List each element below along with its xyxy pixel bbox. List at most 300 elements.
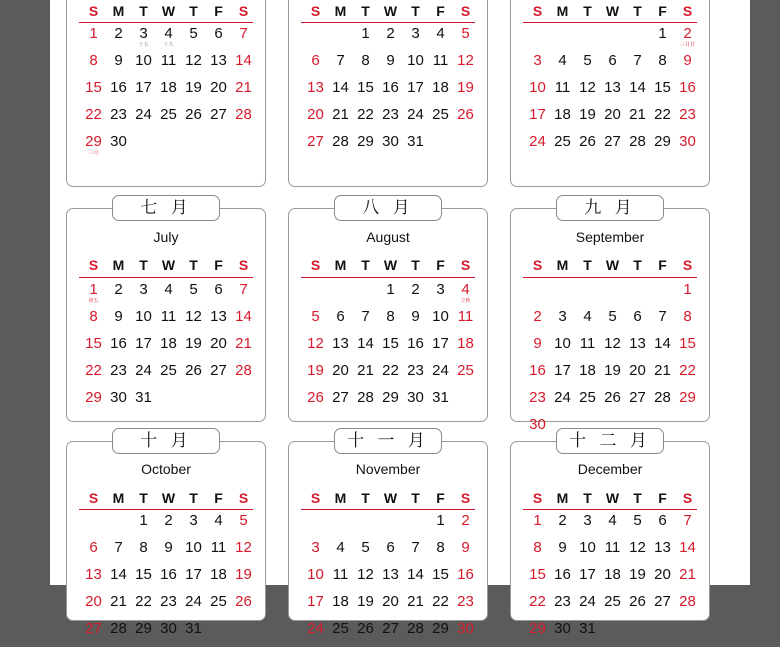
day-cell[interactable] (600, 79, 625, 106)
day-cell[interactable] (403, 281, 428, 308)
day-cell[interactable] (131, 566, 156, 593)
day-cell[interactable] (378, 79, 403, 106)
day-cell[interactable] (81, 335, 106, 362)
day-cell[interactable] (575, 512, 600, 539)
day-cell[interactable] (600, 362, 625, 389)
day-cell[interactable] (428, 106, 453, 133)
day-cell[interactable] (303, 389, 328, 416)
day-cell[interactable] (156, 52, 181, 79)
day-cell[interactable] (428, 620, 453, 647)
day-cell[interactable] (403, 362, 428, 389)
day-cell[interactable] (81, 52, 106, 79)
day-cell[interactable] (625, 335, 650, 362)
day-cell[interactable] (231, 335, 256, 362)
day-cell[interactable] (650, 539, 675, 566)
day-cell[interactable] (625, 79, 650, 106)
day-cell[interactable] (231, 593, 256, 620)
day-cell[interactable] (206, 281, 231, 308)
day-cell[interactable] (303, 106, 328, 133)
day-cell[interactable] (650, 335, 675, 362)
day-cell[interactable] (625, 106, 650, 133)
day-cell[interactable] (625, 593, 650, 620)
day-cell[interactable] (600, 308, 625, 335)
day-cell[interactable] (378, 389, 403, 416)
weekday-label: T (583, 3, 592, 19)
day-cell[interactable] (575, 335, 600, 362)
day-cell[interactable] (600, 566, 625, 593)
day-cell[interactable] (550, 52, 575, 79)
day-cell[interactable] (328, 362, 353, 389)
day-cell[interactable] (525, 52, 550, 79)
day-cell[interactable] (303, 308, 328, 335)
day-cell[interactable] (181, 52, 206, 79)
day-cell[interactable] (328, 308, 353, 335)
day-cell[interactable] (131, 308, 156, 335)
day-cell[interactable] (131, 25, 156, 52)
day-cell[interactable] (181, 25, 206, 52)
day-cell[interactable] (575, 52, 600, 79)
day-cell[interactable] (625, 52, 650, 79)
day-cell[interactable] (625, 133, 650, 160)
day-cell[interactable] (81, 389, 106, 416)
day-cell[interactable] (81, 106, 106, 133)
day-cell[interactable] (231, 566, 256, 593)
day-cell[interactable] (378, 362, 403, 389)
day-cell[interactable] (675, 106, 700, 133)
day-cell[interactable] (106, 79, 131, 106)
day-cell[interactable] (156, 281, 181, 308)
day-number: 18 (579, 362, 596, 379)
day-cell[interactable] (328, 539, 353, 566)
day-number: 9 (533, 335, 542, 352)
day-cell[interactable] (328, 593, 353, 620)
day-cell[interactable] (650, 52, 675, 79)
day-cell[interactable] (131, 620, 156, 647)
day-cell[interactable] (81, 281, 106, 308)
day-cell[interactable] (131, 106, 156, 133)
day-cell[interactable] (181, 566, 206, 593)
day-cell[interactable] (231, 281, 256, 308)
day-cell[interactable] (403, 389, 428, 416)
day-cell[interactable] (131, 52, 156, 79)
day-cell[interactable] (378, 281, 403, 308)
day-cell[interactable] (650, 362, 675, 389)
day-cell[interactable] (525, 539, 550, 566)
weekday-header (79, 257, 253, 275)
day-cell[interactable] (428, 566, 453, 593)
day-cell[interactable] (453, 308, 478, 335)
day-cell[interactable] (453, 512, 478, 539)
day-cell[interactable] (81, 566, 106, 593)
day-cell[interactable] (378, 593, 403, 620)
day-cell[interactable] (181, 539, 206, 566)
day-cell[interactable] (156, 25, 181, 52)
day-cell[interactable] (206, 539, 231, 566)
day-cell[interactable] (328, 79, 353, 106)
day-cell[interactable] (106, 566, 131, 593)
day-cell[interactable] (106, 389, 131, 416)
day-cell[interactable] (550, 566, 575, 593)
day-cell[interactable] (525, 389, 550, 416)
day-cell[interactable] (378, 52, 403, 79)
day-cell[interactable] (403, 133, 428, 160)
day-cell[interactable] (575, 133, 600, 160)
day-number: 24 (529, 133, 546, 150)
day-cell[interactable] (131, 362, 156, 389)
day-number: 20 (332, 362, 349, 379)
day-cell[interactable] (106, 52, 131, 79)
day-cell[interactable] (328, 620, 353, 647)
day-cell[interactable] (625, 389, 650, 416)
day-number: 28 (235, 362, 252, 379)
day-cell[interactable] (303, 362, 328, 389)
day-cell[interactable] (156, 106, 181, 133)
day-cell[interactable] (453, 25, 478, 52)
day-cell[interactable] (403, 593, 428, 620)
day-cell[interactable] (353, 389, 378, 416)
day-cell[interactable] (181, 79, 206, 106)
day-cell[interactable] (181, 362, 206, 389)
day-cell[interactable] (328, 106, 353, 133)
day-cell[interactable] (181, 593, 206, 620)
day-cell[interactable] (550, 308, 575, 335)
day-cell[interactable] (403, 79, 428, 106)
day-cell[interactable] (550, 512, 575, 539)
day-cell[interactable] (206, 593, 231, 620)
day-cell[interactable] (625, 512, 650, 539)
day-cell[interactable] (303, 593, 328, 620)
day-cell[interactable] (378, 106, 403, 133)
day-cell[interactable] (231, 362, 256, 389)
day-cell[interactable] (403, 566, 428, 593)
day-number: 6 (89, 539, 98, 556)
day-cell[interactable] (303, 539, 328, 566)
day-cell[interactable] (403, 335, 428, 362)
day-cell[interactable] (106, 335, 131, 362)
day-cell[interactable] (525, 620, 550, 647)
day-cell[interactable] (131, 512, 156, 539)
day-cell[interactable] (550, 389, 575, 416)
day-cell[interactable] (106, 308, 131, 335)
day-cell[interactable] (453, 281, 478, 308)
day-cell[interactable] (453, 362, 478, 389)
day-cell[interactable] (575, 389, 600, 416)
day-cell[interactable] (231, 308, 256, 335)
day-cell[interactable] (303, 566, 328, 593)
day-cell[interactable] (353, 79, 378, 106)
day-cell[interactable] (625, 566, 650, 593)
day-cell[interactable] (156, 620, 181, 647)
day-cell[interactable] (675, 335, 700, 362)
day-cell[interactable] (525, 416, 550, 443)
day-cell[interactable] (378, 620, 403, 647)
day-cell[interactable] (650, 133, 675, 160)
day-cell[interactable] (106, 25, 131, 52)
day-cell[interactable] (81, 79, 106, 106)
day-cell[interactable] (181, 106, 206, 133)
day-cell[interactable] (231, 25, 256, 52)
day-cell[interactable] (131, 593, 156, 620)
day-cell[interactable] (428, 593, 453, 620)
day-cell[interactable] (575, 79, 600, 106)
day-cell[interactable] (131, 281, 156, 308)
weekday-label: M (334, 257, 347, 273)
day-cell[interactable] (156, 308, 181, 335)
day-cell[interactable] (600, 389, 625, 416)
day-cell[interactable] (600, 52, 625, 79)
day-cell[interactable] (106, 593, 131, 620)
day-cell[interactable] (156, 539, 181, 566)
day-cell[interactable] (525, 106, 550, 133)
day-cell[interactable] (378, 566, 403, 593)
day-cell[interactable] (328, 133, 353, 160)
day-number: 7 (114, 539, 123, 556)
day-cell[interactable] (106, 106, 131, 133)
day-cell[interactable] (428, 308, 453, 335)
day-cell[interactable] (206, 25, 231, 52)
day-number: 28 (110, 620, 127, 637)
day-cell[interactable] (81, 620, 106, 647)
day-number: 9 (558, 539, 567, 556)
day-cell[interactable] (131, 539, 156, 566)
day-cell[interactable] (428, 362, 453, 389)
day-number: 27 (85, 620, 102, 637)
day-cell[interactable] (650, 79, 675, 106)
day-cell[interactable] (575, 106, 600, 133)
day-cell[interactable] (353, 52, 378, 79)
day-cell[interactable] (81, 25, 106, 52)
day-cell[interactable] (675, 593, 700, 620)
day-cell[interactable] (525, 566, 550, 593)
day-cell[interactable] (231, 539, 256, 566)
day-cell[interactable] (206, 566, 231, 593)
day-cell[interactable] (206, 106, 231, 133)
day-cell[interactable] (650, 389, 675, 416)
day-cell[interactable] (353, 620, 378, 647)
day-cell[interactable] (675, 389, 700, 416)
day-cell[interactable] (353, 566, 378, 593)
day-number: 7 (336, 52, 345, 69)
day-cell[interactable] (600, 106, 625, 133)
day-cell[interactable] (403, 539, 428, 566)
day-cell[interactable] (231, 512, 256, 539)
day-cell[interactable] (428, 79, 453, 106)
day-cell[interactable] (650, 512, 675, 539)
day-cell[interactable] (525, 593, 550, 620)
day-cell[interactable] (650, 308, 675, 335)
day-cell[interactable] (156, 362, 181, 389)
day-cell[interactable] (525, 362, 550, 389)
day-cell[interactable] (303, 620, 328, 647)
day-cell[interactable] (378, 308, 403, 335)
day-cell[interactable] (378, 335, 403, 362)
day-cell[interactable] (650, 593, 675, 620)
day-cell[interactable] (453, 620, 478, 647)
day-cell[interactable] (131, 79, 156, 106)
day-cell[interactable] (403, 106, 428, 133)
day-cell[interactable] (353, 362, 378, 389)
day-number: 26 (235, 593, 252, 610)
day-cell[interactable] (81, 362, 106, 389)
day-cell[interactable] (181, 335, 206, 362)
day-number: 26 (629, 593, 646, 610)
day-cell[interactable] (206, 79, 231, 106)
day-cell[interactable] (625, 308, 650, 335)
day-cell[interactable] (600, 335, 625, 362)
day-cell[interactable] (575, 308, 600, 335)
day-cell[interactable] (131, 335, 156, 362)
day-cell[interactable] (453, 566, 478, 593)
day-cell[interactable] (303, 335, 328, 362)
day-cell[interactable] (675, 362, 700, 389)
day-cell[interactable] (81, 133, 106, 160)
day-cell[interactable] (550, 106, 575, 133)
day-cell[interactable] (206, 308, 231, 335)
day-cell[interactable] (453, 335, 478, 362)
day-cell[interactable] (428, 25, 453, 52)
day-cell[interactable] (675, 25, 700, 52)
day-cell[interactable] (378, 25, 403, 52)
day-cell[interactable] (181, 512, 206, 539)
day-cell[interactable] (650, 25, 675, 52)
day-cell[interactable] (675, 566, 700, 593)
day-cell[interactable] (231, 106, 256, 133)
day-cell[interactable] (81, 593, 106, 620)
day-cell[interactable] (328, 389, 353, 416)
day-cell[interactable] (675, 512, 700, 539)
day-cell[interactable] (453, 52, 478, 79)
day-cell[interactable] (353, 539, 378, 566)
day-number: 17 (135, 335, 152, 352)
day-cell[interactable] (403, 52, 428, 79)
day-cell[interactable] (675, 539, 700, 566)
day-cell[interactable] (550, 133, 575, 160)
day-cell[interactable] (353, 308, 378, 335)
weekday-label: W (383, 257, 398, 273)
day-cell[interactable] (550, 593, 575, 620)
day-cell[interactable] (328, 335, 353, 362)
day-cell[interactable] (156, 335, 181, 362)
weekday-header (79, 3, 253, 21)
day-cell[interactable] (328, 566, 353, 593)
day-cell[interactable] (525, 512, 550, 539)
day-cell[interactable] (206, 362, 231, 389)
day-cell[interactable] (106, 539, 131, 566)
day-cell[interactable] (131, 389, 156, 416)
day-cell[interactable] (353, 593, 378, 620)
day-cell[interactable] (675, 281, 700, 308)
day-cell[interactable] (378, 539, 403, 566)
day-cell[interactable] (453, 79, 478, 106)
day-cell[interactable] (378, 133, 403, 160)
day-cell[interactable] (106, 362, 131, 389)
day-cell[interactable] (650, 566, 675, 593)
day-cell[interactable] (575, 539, 600, 566)
day-cell[interactable] (453, 539, 478, 566)
day-number: 30 (110, 133, 127, 150)
day-cell[interactable] (181, 620, 206, 647)
day-cell[interactable] (600, 593, 625, 620)
day-cell[interactable] (575, 620, 600, 647)
day-cell[interactable] (353, 25, 378, 52)
day-cell[interactable] (525, 79, 550, 106)
day-cell[interactable] (675, 79, 700, 106)
day-cell[interactable] (206, 52, 231, 79)
day-cell[interactable] (81, 308, 106, 335)
day-cell[interactable] (156, 566, 181, 593)
day-cell[interactable] (525, 133, 550, 160)
day-number: 25 (332, 620, 349, 637)
day-cell[interactable] (403, 308, 428, 335)
day-cell[interactable] (428, 389, 453, 416)
day-cell[interactable] (353, 106, 378, 133)
day-cell[interactable] (403, 25, 428, 52)
day-cell[interactable] (303, 52, 328, 79)
day-cell[interactable] (600, 539, 625, 566)
day-cell[interactable] (675, 133, 700, 160)
day-cell[interactable] (231, 52, 256, 79)
day-cell[interactable] (106, 620, 131, 647)
day-cell[interactable] (303, 79, 328, 106)
day-cell[interactable] (525, 308, 550, 335)
day-cell[interactable] (106, 133, 131, 160)
day-cell[interactable] (525, 335, 550, 362)
day-cell[interactable] (675, 52, 700, 79)
day-cell[interactable] (550, 79, 575, 106)
day-cell[interactable] (550, 539, 575, 566)
day-cell[interactable] (428, 335, 453, 362)
day-cell[interactable] (600, 133, 625, 160)
day-cell[interactable] (81, 539, 106, 566)
day-number: 3 (189, 512, 198, 529)
day-cell[interactable] (156, 512, 181, 539)
weekday-label: W (605, 257, 620, 273)
day-cell[interactable] (403, 620, 428, 647)
day-cell[interactable] (181, 281, 206, 308)
day-cell[interactable] (428, 512, 453, 539)
day-cell[interactable] (353, 133, 378, 160)
day-cell[interactable] (575, 593, 600, 620)
day-cell[interactable] (106, 281, 131, 308)
day-cell[interactable] (156, 593, 181, 620)
day-cell[interactable] (231, 79, 256, 106)
day-cell[interactable] (550, 335, 575, 362)
day-cell[interactable] (353, 335, 378, 362)
day-cell[interactable] (303, 133, 328, 160)
day-cell[interactable] (575, 566, 600, 593)
day-cell[interactable] (328, 52, 353, 79)
day-number: 2 (386, 25, 395, 42)
day-number: 2 (461, 512, 470, 529)
day-cell[interactable] (675, 308, 700, 335)
day-cell[interactable] (575, 362, 600, 389)
day-cell[interactable] (206, 512, 231, 539)
day-cell[interactable] (156, 79, 181, 106)
day-cell[interactable] (453, 106, 478, 133)
day-cell[interactable] (428, 52, 453, 79)
day-cell[interactable] (206, 335, 231, 362)
day-cell[interactable] (550, 362, 575, 389)
day-cell[interactable] (625, 362, 650, 389)
day-cell[interactable] (625, 539, 650, 566)
day-cell[interactable] (650, 106, 675, 133)
day-cell[interactable] (600, 512, 625, 539)
day-cell[interactable] (428, 281, 453, 308)
day-cell[interactable] (181, 308, 206, 335)
day-cell[interactable] (550, 620, 575, 647)
day-cell[interactable] (453, 593, 478, 620)
day-cell[interactable] (428, 539, 453, 566)
